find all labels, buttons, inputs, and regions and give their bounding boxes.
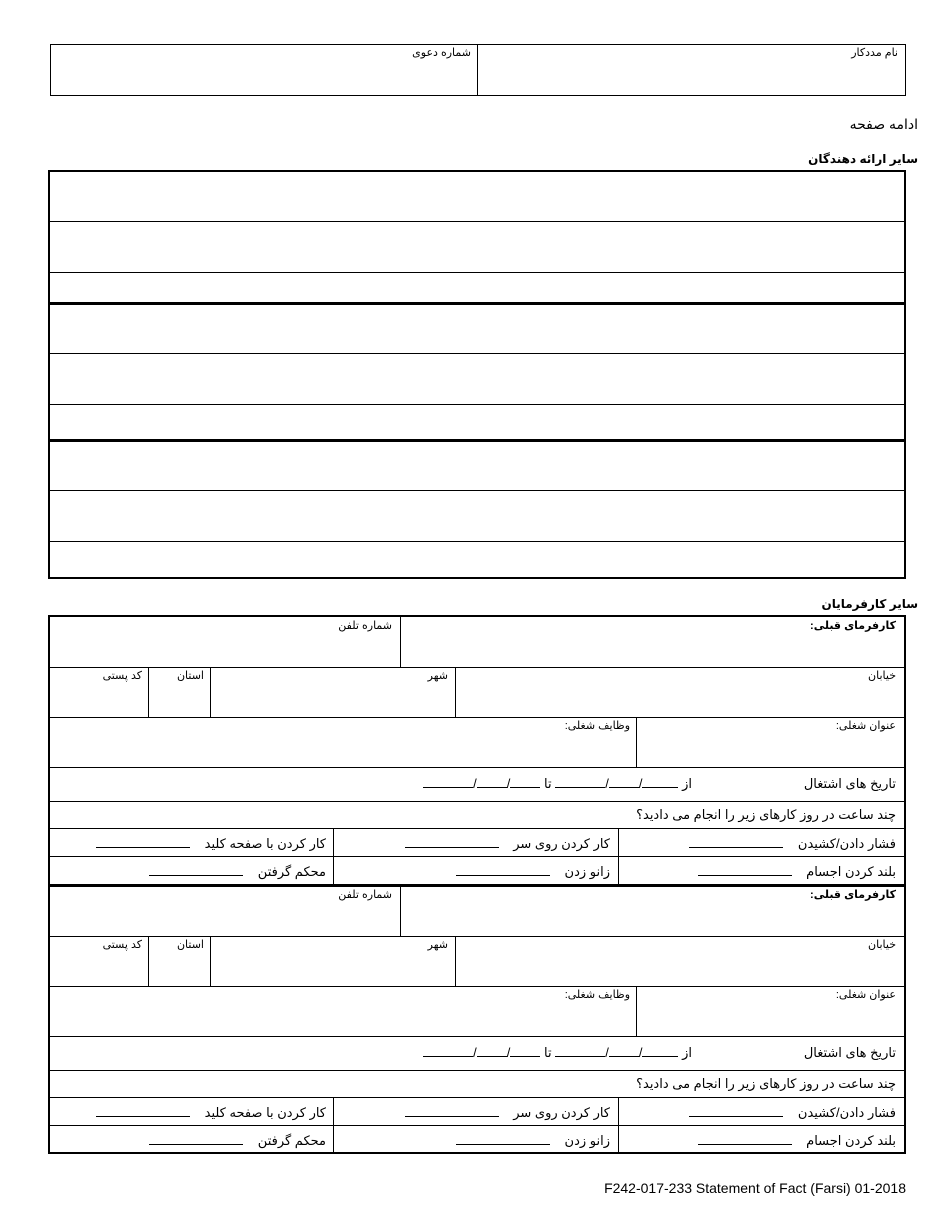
push-pull-item xyxy=(689,1105,896,1121)
hours-question: چند ساعت در روز کارهای زیر را انجام می دادید؟ xyxy=(636,1076,896,1091)
kneeling-item xyxy=(456,864,610,880)
job-duties-field[interactable] xyxy=(52,733,634,765)
employer-separator xyxy=(48,884,906,887)
employment-dates-row xyxy=(423,1045,692,1061)
provider-phone-field[interactable] xyxy=(52,188,390,220)
employer-divider xyxy=(148,667,149,717)
provider-street-field[interactable] xyxy=(455,238,903,270)
task-divider xyxy=(333,828,334,856)
to-label: تا xyxy=(544,1045,552,1060)
keyboard-work-label: کار کردن با صفحه کلید xyxy=(204,1105,326,1120)
employer-zip-field[interactable] xyxy=(52,952,146,984)
kneeling-hours-field[interactable] xyxy=(456,1134,550,1145)
gripping-item xyxy=(149,1133,326,1149)
overhead-work-item xyxy=(405,836,610,852)
gripping-hours-field[interactable] xyxy=(149,865,243,876)
gripping-item xyxy=(149,864,326,880)
employment-dates-row xyxy=(423,776,692,792)
provider-treatment-date-field[interactable] xyxy=(52,274,822,302)
employer-street-label: خیابان xyxy=(868,670,896,682)
blank-line[interactable] xyxy=(510,1046,540,1057)
overhead-work-item xyxy=(405,1105,610,1121)
employer-row-line xyxy=(50,986,904,987)
provider-street-field[interactable] xyxy=(455,507,903,539)
employer-city-label: شهر xyxy=(427,670,448,682)
employer-phone-field[interactable] xyxy=(52,633,398,665)
job-title-field[interactable] xyxy=(638,733,903,765)
task-divider xyxy=(618,1097,619,1125)
provider-state-field[interactable] xyxy=(148,370,206,402)
employer-divider xyxy=(455,936,456,986)
to-label: تا xyxy=(544,776,552,791)
previous-employer-field[interactable] xyxy=(403,902,903,934)
provider-row-line xyxy=(50,404,904,405)
from-label: از xyxy=(682,776,692,791)
employer-divider xyxy=(636,717,637,767)
provider-state-field[interactable] xyxy=(148,507,206,539)
lifting-item xyxy=(698,864,896,880)
lifting-label: بلند کردن اجسام xyxy=(806,864,896,879)
provider-treatment-date-field[interactable] xyxy=(52,543,822,571)
employer-state-field[interactable] xyxy=(150,683,208,715)
employer-row-line xyxy=(50,767,904,768)
blank-line[interactable] xyxy=(477,777,507,788)
keyboard-work-hours-field[interactable] xyxy=(96,837,190,848)
employer-row-line xyxy=(50,1036,904,1037)
job-duties-label: وظایف شغلی: xyxy=(564,989,630,1001)
employer-street-label: خیابان xyxy=(868,939,896,951)
date-separator: / xyxy=(506,1045,511,1060)
overhead-work-label: کار کردن روی سر xyxy=(513,836,610,851)
employer-divider xyxy=(210,667,211,717)
lifting-item xyxy=(698,1133,896,1149)
employer-row-line xyxy=(50,1097,904,1098)
date-separator: / xyxy=(638,776,643,791)
provider-name-field[interactable] xyxy=(395,320,903,352)
overhead-work-label: کار کردن روی سر xyxy=(513,1105,610,1120)
gripping-label: محکم گرفتن xyxy=(257,1133,326,1148)
provider-zip-field[interactable] xyxy=(52,507,144,539)
lifting-hours-field[interactable] xyxy=(698,1134,792,1145)
kneeling-label: زانو زدن xyxy=(564,1133,610,1148)
blank-line[interactable] xyxy=(642,777,678,788)
previous-employer-label: کارفرمای قبلی: xyxy=(810,889,896,901)
task-divider xyxy=(618,856,619,884)
gripping-label: محکم گرفتن xyxy=(257,864,326,879)
employer-phone-field[interactable] xyxy=(52,902,398,934)
employer-row-line xyxy=(50,828,904,829)
form-footer: F242-017-233 Statement of Fact (Farsi) 01-2018 xyxy=(604,1180,906,1196)
employer-phone-label: شماره تلفن xyxy=(338,889,392,901)
employer-city-field[interactable] xyxy=(212,683,452,715)
employer-divider xyxy=(400,617,401,667)
employer-state-label: استان xyxy=(176,670,204,682)
employer-zip-label: کد پستی xyxy=(102,939,142,951)
lifting-label: بلند کردن اجسام xyxy=(806,1133,896,1148)
employer-row-line xyxy=(50,1125,904,1126)
kneeling-label: زانو زدن xyxy=(564,864,610,879)
kneeling-hours-field[interactable] xyxy=(456,865,550,876)
push-pull-hours-field[interactable] xyxy=(689,1106,783,1117)
keyboard-work-label: کار کردن با صفحه کلید xyxy=(204,836,326,851)
job-title-label: عنوان شغلی: xyxy=(835,720,896,732)
previous-employer-field[interactable] xyxy=(403,633,903,665)
employment-dates-label: تاریخ های اشتغال xyxy=(803,776,896,791)
employer-row-line xyxy=(50,1070,904,1071)
claim-number-label: شماره دعوی xyxy=(412,47,471,59)
keyboard-work-hours-field[interactable] xyxy=(96,1106,190,1117)
provider-row-line xyxy=(50,221,904,222)
blank-line[interactable] xyxy=(423,777,473,788)
push-pull-hours-field[interactable] xyxy=(689,837,783,848)
date-separator: / xyxy=(473,776,477,791)
provider-row-line xyxy=(50,272,904,273)
provider-city-field[interactable] xyxy=(210,238,450,270)
lifting-hours-field[interactable] xyxy=(698,865,792,876)
date-separator: / xyxy=(605,776,609,791)
employer-city-label: شهر xyxy=(427,939,448,951)
date-separator: / xyxy=(605,1045,609,1060)
keyboard-work-item xyxy=(96,836,326,852)
provider-state-field[interactable] xyxy=(148,238,206,270)
employer-row-line xyxy=(50,667,904,668)
employer-divider xyxy=(636,986,637,1036)
provider-name-field[interactable] xyxy=(395,188,903,220)
date-separator: / xyxy=(638,1045,643,1060)
provider-name-field[interactable] xyxy=(395,457,903,489)
provider-separator xyxy=(48,439,906,442)
provider-phone-field[interactable] xyxy=(52,457,390,489)
date-separator: / xyxy=(473,1045,477,1060)
employer-street-field[interactable] xyxy=(457,683,903,715)
provider-treatment-date-field[interactable] xyxy=(52,406,822,434)
employer-row-line xyxy=(50,801,904,802)
task-divider xyxy=(618,1125,619,1153)
employer-state-label: استان xyxy=(176,939,204,951)
employer-state-field[interactable] xyxy=(150,952,208,984)
blank-line[interactable] xyxy=(510,777,540,788)
overhead-work-hours-field[interactable] xyxy=(405,1106,499,1117)
employer-zip-field[interactable] xyxy=(52,683,146,715)
employer-zip-label: کد پستی xyxy=(102,670,142,682)
job-title-label: عنوان شغلی: xyxy=(835,989,896,1001)
provider-city-field[interactable] xyxy=(210,370,450,402)
provider-zip-field[interactable] xyxy=(52,238,144,270)
push-pull-item xyxy=(689,836,896,852)
gripping-hours-field[interactable] xyxy=(149,1134,243,1145)
provider-row-line xyxy=(50,353,904,354)
provider-row-line xyxy=(50,490,904,491)
provider-separator xyxy=(48,302,906,305)
employer-row-line xyxy=(50,856,904,857)
employer-divider xyxy=(400,886,401,936)
from-label: از xyxy=(682,1045,692,1060)
provider-row-line xyxy=(50,541,904,542)
push-pull-label: فشار دادن/کشیدن xyxy=(797,1105,896,1120)
helper-name-field[interactable] xyxy=(478,60,905,95)
employer-divider xyxy=(210,936,211,986)
blank-line[interactable] xyxy=(555,1046,605,1057)
employer-row-line xyxy=(50,936,904,937)
task-divider xyxy=(618,828,619,856)
employer-city-field[interactable] xyxy=(212,952,452,984)
employer-phone-label: شماره تلفن xyxy=(338,620,392,632)
blank-line[interactable] xyxy=(609,777,639,788)
provider-city-field[interactable] xyxy=(210,507,450,539)
provider-phone-field[interactable] xyxy=(52,320,390,352)
kneeling-item xyxy=(456,1133,610,1149)
hours-question: چند ساعت در روز کارهای زیر را انجام می دادید؟ xyxy=(636,807,896,822)
job-duties-field[interactable] xyxy=(52,1002,634,1034)
job-duties-label: وظایف شغلی: xyxy=(564,720,630,732)
keyboard-work-item xyxy=(96,1105,326,1121)
job-title-field[interactable] xyxy=(638,1002,903,1034)
task-divider xyxy=(333,856,334,884)
task-divider xyxy=(333,1125,334,1153)
employers-section-title: سایر کارفرمایان xyxy=(821,597,918,611)
blank-line[interactable] xyxy=(477,1046,507,1057)
employer-divider xyxy=(148,936,149,986)
helper-name-label: نام مددکار xyxy=(851,47,898,59)
task-divider xyxy=(333,1097,334,1125)
employer-street-field[interactable] xyxy=(457,952,903,984)
previous-employer-label: کارفرمای قبلی: xyxy=(810,620,896,632)
provider-street-field[interactable] xyxy=(455,370,903,402)
blank-line[interactable] xyxy=(642,1046,678,1057)
providers-section-title: سایر ارائه دهندگان xyxy=(808,152,918,166)
continuation-text: ادامه صفحه xyxy=(849,116,918,132)
employer-row-line xyxy=(50,717,904,718)
claim-number-field[interactable] xyxy=(51,60,476,95)
date-separator: / xyxy=(506,776,511,791)
blank-line[interactable] xyxy=(555,777,605,788)
blank-line[interactable] xyxy=(609,1046,639,1057)
employer-divider xyxy=(455,667,456,717)
provider-zip-field[interactable] xyxy=(52,370,144,402)
overhead-work-hours-field[interactable] xyxy=(405,837,499,848)
blank-line[interactable] xyxy=(423,1046,473,1057)
employment-dates-label: تاریخ های اشتغال xyxy=(803,1045,896,1060)
push-pull-label: فشار دادن/کشیدن xyxy=(797,836,896,851)
